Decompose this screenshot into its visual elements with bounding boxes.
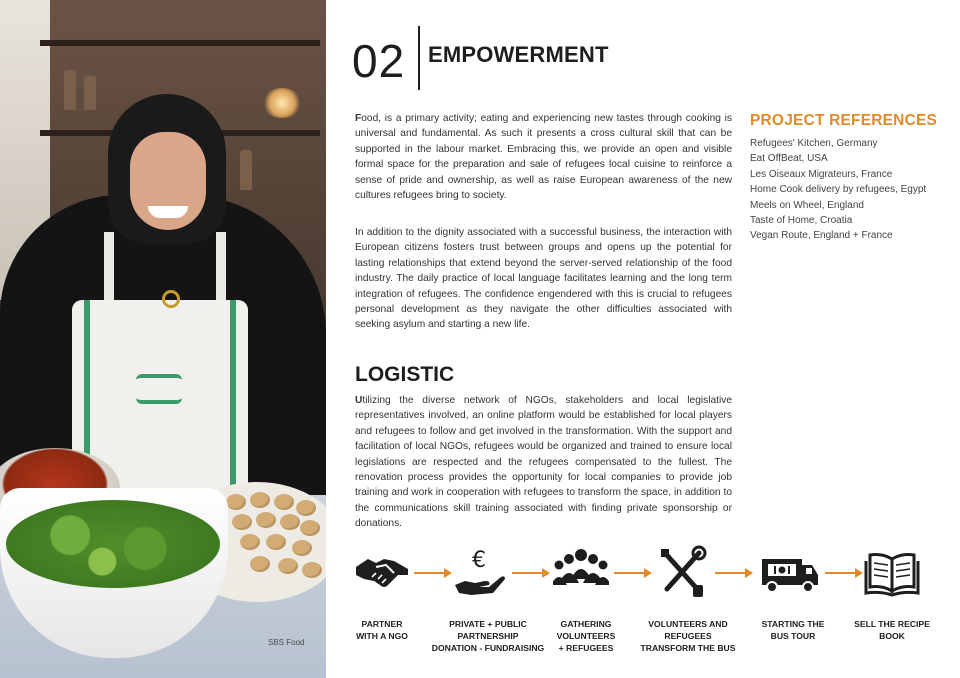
flow-arrow xyxy=(614,572,650,574)
paragraph-text: tilizing the diverse network of NGOs, stakeholders and local legislative representatives involved, an online platform would be established for local players and refugees to follow and get involved in the transformation. With the support and facilitation of local NGOs, refugees would be organized and trained to ensure local legislations are respected and the refugees compensated to the fullest. The renovation process provides the opportunity for local companies to provide job training and work in cooperation with refugees to transform the space, in addition to the communications skill training associated with finding private sponsorship or donations. xyxy=(355,395,732,530)
empowerment-paragraph-1 xyxy=(355,111,732,203)
flow-arrow xyxy=(715,572,751,574)
reference-item: Home Cook delivery by refugees, Egypt xyxy=(750,184,927,196)
flow-label-partner: PARTNER WITH A NGO xyxy=(356,619,408,641)
logistic-paragraph xyxy=(355,393,732,532)
smile xyxy=(148,206,188,218)
apron-logo xyxy=(136,374,182,404)
tools-icon xyxy=(655,545,711,599)
paragraph-text: ood, is a primary activity; eating and experiencing new tastes through cooking is universal and fundamental. As such it presents a cross cultural skill that can be supported in the labour market. Embracing this, we provide an open and visible formal space for the preparation and sale of refugees local cuisine to reinforce a sense of pride and ownership, as well as raise European awareness of the new cultures refugees bring to society. xyxy=(355,113,732,202)
bottle xyxy=(240,150,252,190)
reference-item: Les Oiseaux Migrateurs, France xyxy=(750,168,893,180)
food-truck-icon xyxy=(760,545,820,599)
project-references xyxy=(750,112,950,244)
reference-item: Eat OffBeat, USA xyxy=(750,153,828,165)
flow-arrow xyxy=(512,572,548,574)
handshake-icon xyxy=(354,545,410,599)
flow-arrow xyxy=(414,572,450,574)
section-number: 02 xyxy=(352,35,406,87)
reference-item: Meels on Wheel, England xyxy=(750,199,864,211)
references-title: PROJECT REFERENCES xyxy=(750,112,938,129)
reference-item: Vegan Route, England + France xyxy=(750,230,893,242)
drop-letter: U xyxy=(355,395,363,406)
book-icon xyxy=(864,545,920,599)
bottle xyxy=(64,70,76,110)
flow-label-bus-tour: STARTING THE BUS TOUR xyxy=(761,619,825,641)
logistic-title: LOGISTIC xyxy=(355,363,455,386)
flow-label-gathering: GATHERING VOLUNTEERS + REFUGEES xyxy=(556,619,616,653)
flow-arrow xyxy=(825,572,861,574)
flow-label-transform: VOLUNTEERS AND REFUGEES TRANSFORM THE BUS xyxy=(640,619,736,653)
salad xyxy=(6,500,220,588)
group-icon xyxy=(553,545,609,599)
svg-text:€: € xyxy=(472,548,486,573)
shelf xyxy=(40,40,320,46)
section-title: EMPOWERMENT xyxy=(428,42,609,67)
header-divider xyxy=(418,26,420,90)
reference-item: Taste of Home, Croatia xyxy=(750,215,853,227)
photo-credit: SBS Food xyxy=(268,638,305,647)
ring xyxy=(162,290,180,308)
flow-label-recipe-book: SELL THE RECIPE BOOK xyxy=(854,619,930,641)
reference-item: Refugees' Kitchen, Germany xyxy=(750,138,878,149)
empowerment-paragraph-2: In addition to the dignity associated with a successful business, the interaction with European citizens fosters trust between groups and opens up the potential for lasting relationships that extend beyond the server-served relationship of the food industry. The daily practice of local language facilitates learning and the long term integration of refugees. The confidence engendered with this is crucial to refugees personal development as they navigate the other difficulties associated with seeking asylum and starting a new life. xyxy=(355,227,732,331)
references-list xyxy=(750,136,950,244)
euro-hand-icon xyxy=(451,545,507,599)
cook-photo xyxy=(0,0,326,678)
lamp xyxy=(262,88,302,118)
drop-letter: F xyxy=(355,113,362,124)
flow-label-partnership: PRIVATE + PUBLIC PARTNERSHIP DONATION - FUNDRAISING xyxy=(431,619,545,653)
bottle xyxy=(84,76,96,110)
